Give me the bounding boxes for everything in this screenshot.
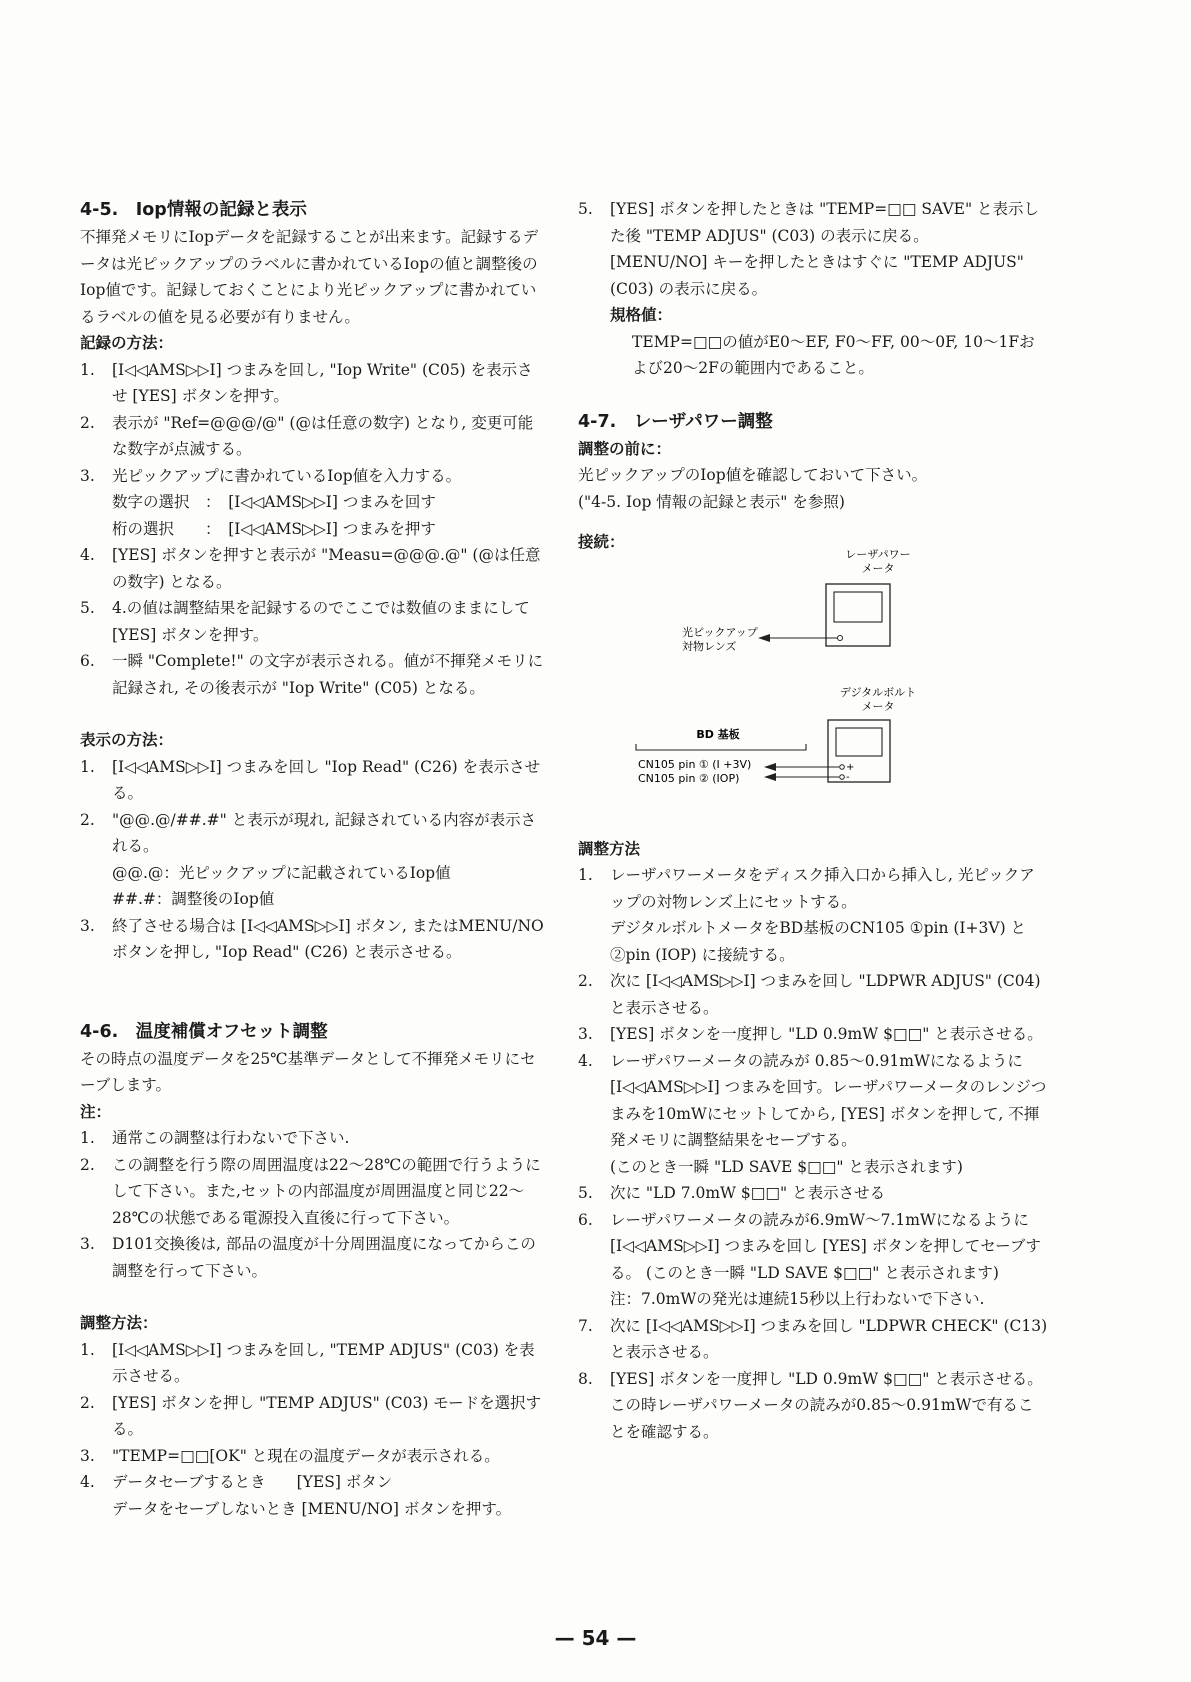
page-number: — 54 — xyxy=(554,1626,637,1650)
dvm-plus-sign: + xyxy=(846,761,855,773)
section-4-7-title: 4-7. レーザパワー調整 xyxy=(578,411,773,432)
laser-step-1: 1. レーザパワーメータをディスク挿入口から挿入し, 光ピックアップの対物レンズ上にセットする。 xyxy=(578,866,1035,911)
laser-step-6: 6. レーザパワーメータの読みが6.9mW～7.1mWになるように [I◁◁AMS▷▷I] つまみを回し [YES] ボタンを押してセーブする。 (このとき一瞬 "LD SAVE $□□" と表示されます) xyxy=(578,1210,1041,1282)
dvm-minus-sign: - xyxy=(846,771,850,783)
record-step-3-digit-select: 数字の選択 ： [I◁◁AMS▷▷I] つまみを回す xyxy=(112,493,436,511)
laser-step-4-save-note: (このとき一瞬 "LD SAVE $□□" と表示されます) xyxy=(610,1157,963,1176)
dvm-box xyxy=(828,720,890,782)
pickup-label-2: 対物レンズ xyxy=(682,639,737,653)
record-step-3-place-select: 桁の選択 ： [I◁◁AMS▷▷I] つまみを押す xyxy=(112,519,436,538)
temp-adjust-step-4: 4. データセーブするとき [YES] ボタン xyxy=(80,1473,393,1491)
bd-board-label: BD 基板 xyxy=(696,727,740,741)
record-step-1: 1. [I◁◁AMS▷▷I] つまみを回し, "Iop Write" (C05) を表示させ [YES] ボタンを押す。 xyxy=(80,360,533,405)
display-step-1: 1. [I◁◁AMS▷▷I] つまみを回し "Iop Read" (C26) を表示させる。 xyxy=(80,757,541,802)
record-method-label: 記録の方法： xyxy=(80,333,174,352)
dvm-label-2: メータ xyxy=(861,699,895,713)
power-meter-label-2: メータ xyxy=(861,561,895,575)
temp-adjust-step-1: 1. [I◁◁AMS▷▷I] つまみを回し, "TEMP ADJUS" (C03) を表示させる。 xyxy=(80,1340,535,1385)
power-meter-display xyxy=(834,592,882,622)
display-step-3: 3. 終了させる場合は [I◁◁AMS▷▷I] ボタン, またはMENU/NOボタンを押し, "Iop Read" (C26) と表示させる。 xyxy=(80,916,544,961)
power-meter-box xyxy=(826,584,890,646)
before-adjust-text-1: 光ピックアップのIop値を確認しておいて下さい。 xyxy=(578,466,928,484)
pickup-label-1: 光ピックアップ xyxy=(682,625,758,639)
display-step-2: 2. "@@.@/##.#" と表示が現れ, 記録されている内容が表示される。 xyxy=(80,810,537,855)
laser-step-4: 4. レーザパワーメータの読みが 0.85～0.91mWになるように [I◁◁AMS▷▷I] つまみを回す。レーザパワーメータのレンジつまみを10mWにセットしてから, [YES] ボタンを押して, 不揮発メモリに調整結果をセーブする。 xyxy=(578,1051,1047,1149)
laser-step-5: 5. 次に "LD 7.0mW $□□" と表示させる xyxy=(578,1184,886,1202)
section-4-5-title: 4-5. Iop情報の記録と表示 xyxy=(80,200,307,220)
temp-adjust-step-5: 5. [YES] ボタンを押したときは "TEMP=□□ SAVE" と表示した後 "TEMP ADJUS" (C03) の表示に戻る。 xyxy=(578,200,1040,245)
record-step-6: 6. 一瞬 "Complete!" の文字が表示される。値が不揮発メモリに記録され, その後表示が "Iop Write" (C05) となる。 xyxy=(80,652,544,697)
note-3: 3. D101交換後は, 部品の温度が十分周囲温度になってからこの調整を行って下さい。 xyxy=(80,1235,536,1280)
temp-adjust-method-label: 調整方法： xyxy=(80,1313,158,1332)
note-2: 2. この調整を行う際の周囲温度は22～28℃の範囲で行うようにして下さい。また,セットの内部温度が周囲温度と同じ22～28℃の状態である電源投入直後に行って下さい。 xyxy=(80,1155,541,1227)
left-column xyxy=(80,196,545,1522)
section-4-6-title: 4-6. 温度補償オフセット調整 xyxy=(80,1021,328,1042)
temp-adjust-step-3: 3. "TEMP=□□[OK" と現在の温度データが表示される。 xyxy=(80,1446,500,1465)
pin2-arrow-head xyxy=(764,773,776,781)
laser-step-6-caution: 注：7.0mWの発光は連続15秒以上行わないで下さい. xyxy=(610,1290,985,1308)
display-step-2-def-2: ##.#：調整後のIop値 xyxy=(112,890,275,908)
dvm-display xyxy=(836,728,882,756)
pin1-label: CN105 pin ① (I +3V) xyxy=(638,757,752,771)
laser-adjust-method-label: 調整方法 xyxy=(578,838,641,858)
note-label: 注： xyxy=(80,1101,112,1121)
section-4-5-intro: 不揮発メモリにIopデータを記録することが出来ます。記録するデータは光ピックアップのラベルに書かれているIopの値と調整後のIop値です。記録しておくことにより光ピックアップに書かれているラベルの値を見る必要が有りません。 xyxy=(80,228,539,326)
bd-board-brace xyxy=(636,744,806,750)
note-1: 1. 通常この調整は行わないで下さい. xyxy=(80,1129,350,1147)
record-step-4: 4. [YES] ボタンを押すと表示が "Measu=@@@.@" (@は任意の数字) となる。 xyxy=(80,546,541,591)
laser-step-8: 8. [YES] ボタンを一度押し "LD 0.9mW $□□" と表示させる。この時レーザパワーメータの読みが0.85～0.91mWで有ることを確認する。 xyxy=(578,1369,1043,1441)
dvm-plus-terminal xyxy=(840,764,845,769)
connection-label: 接続： xyxy=(578,532,625,551)
laser-step-1-dvm: デジタルボルトメータをBD基板のCN105 ①pin (I+3V) と ②pin (IOP) に接続する。 xyxy=(610,919,1027,964)
power-meter-label-1: レーザパワー xyxy=(845,547,911,561)
pickup-arrow-head xyxy=(758,634,770,642)
pin2-label: CN105 pin ② (IOP) xyxy=(638,771,740,785)
right-column xyxy=(578,196,1048,1445)
temp-adjust-step-5-menu-no: [MENU/NO] キーを押したときはすぐに "TEMP ADJUS" (C03) の表示に戻る。 xyxy=(610,253,1024,298)
before-adjust-text-2: ("4-5. Iop 情報の記録と表示" を参照) xyxy=(578,492,845,511)
display-step-2-def-1: @@.@：光ピックアップに記載されているIop値 xyxy=(112,863,451,882)
laser-step-2: 2. 次に [I◁◁AMS▷▷I] つまみを回し "LDPWR ADJUS" (C04) と表示させる。 xyxy=(578,972,1041,1017)
laser-step-7: 7. 次に [I◁◁AMS▷▷I] つまみを回し "LDPWR CHECK" (C13) と表示させる。 xyxy=(578,1316,1048,1361)
power-meter-terminal xyxy=(838,635,843,640)
connection-diagram xyxy=(578,547,1048,836)
record-step-5: 5. 4.の値は調整結果を記録するのでここでは数値のままにして [YES] ボタンを押す。 xyxy=(80,599,530,644)
dvm-minus-terminal xyxy=(840,774,845,779)
before-adjust-label: 調整の前に： xyxy=(578,438,672,458)
record-step-2: 2. 表示が "Ref=@@@/@" (@は任意の数字) となり, 変更可能な数字が点滅する。 xyxy=(80,413,534,458)
spec-label: 規格値： xyxy=(610,305,673,324)
section-4-6-intro: その時点の温度データを25℃基準データとして不揮発メモリにセーブします。 xyxy=(80,1049,536,1094)
pin1-arrow-head xyxy=(764,763,776,771)
laser-step-3: 3. [YES] ボタンを一度押し "LD 0.9mW $□□" と表示させる。 xyxy=(578,1025,1043,1043)
temp-adjust-step-2: 2. [YES] ボタンを押し "TEMP ADJUS" (C03) モードを選択する。 xyxy=(80,1393,542,1438)
display-method-label: 表示の方法： xyxy=(80,730,174,749)
temp-adjust-step-4-no-save: データをセーブしないとき [MENU/NO] ボタンを押す。 xyxy=(112,1499,512,1518)
dvm-label-1: デジタルボルト xyxy=(839,685,917,699)
record-step-3: 3. 光ピックアップに書かれているIop値を入力する。 xyxy=(80,466,462,485)
spec-text: TEMP=□□の値がE0～EF, F0～FF, 00～0F, 10～1Fおよび20～2Fの範囲内であること。 xyxy=(632,332,1035,377)
